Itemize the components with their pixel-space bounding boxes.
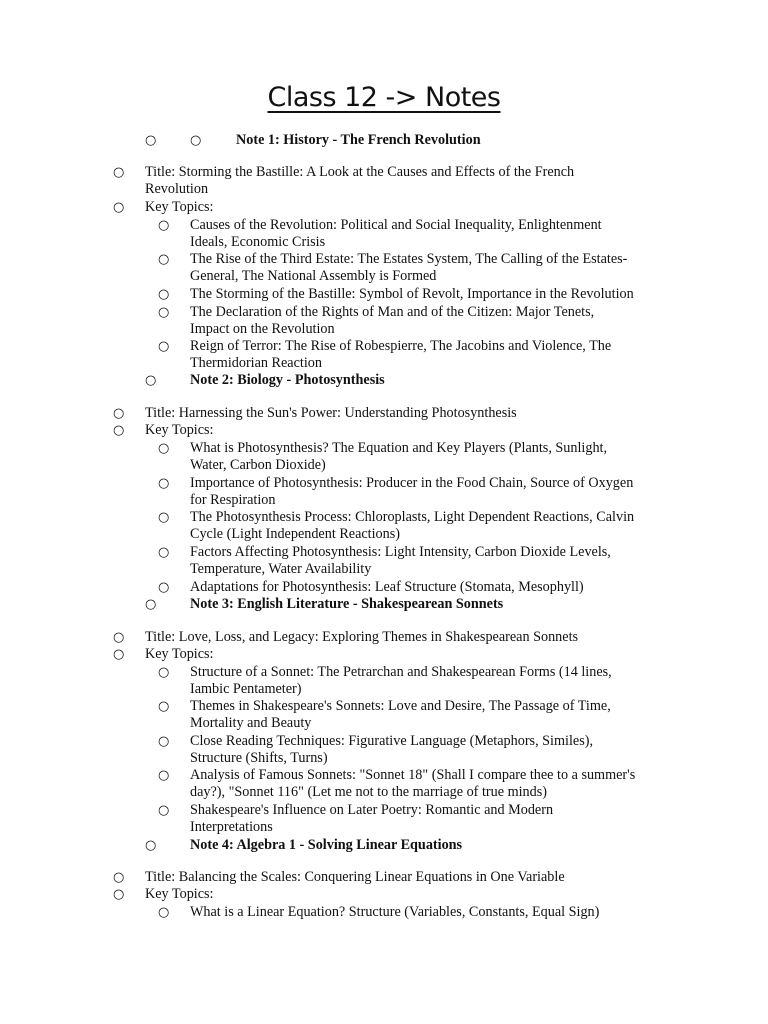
page-title: Class 12 -> Notes bbox=[267, 82, 501, 113]
bullet-icon: ○ bbox=[145, 838, 157, 853]
key-topics-label: Key Topics: bbox=[145, 646, 214, 662]
bullet-icon: ○ bbox=[158, 476, 170, 491]
note-title-line: Title: Love, Loss, and Legacy: Exploring Themes in Shakespearean Sonnets bbox=[145, 629, 579, 645]
bullet-icon: ○ bbox=[190, 133, 202, 148]
note-heading: Note 1: History - The French Revolution bbox=[236, 132, 481, 148]
topic-line: General, The National Assembly is Formed bbox=[190, 268, 437, 284]
topic-line: Structure (Shifts, Turns) bbox=[190, 750, 328, 766]
topic-line: The Rise of the Third Estate: The Estates System, The Calling of the Estates- bbox=[190, 251, 628, 267]
bullet-icon: ○ bbox=[158, 218, 170, 233]
note-heading: Note 2: Biology - Photosynthesis bbox=[190, 372, 385, 388]
topic-line: Analysis of Famous Sonnets: "Sonnet 18" (Shall I compare thee to a summer's bbox=[190, 767, 636, 783]
topic-line: Ideals, Economic Crisis bbox=[190, 234, 326, 250]
note-title-line: Title: Storming the Bastille: A Look at the Causes and Effects of the French bbox=[145, 164, 575, 180]
bullet-icon: ○ bbox=[145, 133, 157, 148]
topic-line: Cycle (Light Independent Reactions) bbox=[190, 526, 400, 542]
bullet-icon: ○ bbox=[113, 165, 125, 180]
bullet-icon: ○ bbox=[113, 406, 125, 421]
bullet-icon: ○ bbox=[158, 768, 170, 783]
note-title-line: Title: Balancing the Scales: Conquering Linear Equations in One Variable bbox=[145, 869, 565, 885]
bullet-icon: ○ bbox=[158, 580, 170, 595]
topic-line: Temperature, Water Availability bbox=[190, 561, 372, 577]
bullet-icon: ○ bbox=[158, 339, 170, 354]
bullet-icon: ○ bbox=[158, 287, 170, 302]
note-title-line: Revolution bbox=[145, 181, 209, 197]
bullet-icon: ○ bbox=[158, 803, 170, 818]
bullet-icon: ○ bbox=[158, 305, 170, 320]
topic-line: The Declaration of the Rights of Man and of the Citizen: Major Tenets, bbox=[190, 304, 595, 320]
bullet-icon: ○ bbox=[113, 887, 125, 902]
topic-line: Thermidorian Reaction bbox=[190, 355, 322, 371]
note-heading: Note 4: Algebra 1 - Solving Linear Equations bbox=[190, 837, 463, 853]
bullet-icon: ○ bbox=[113, 647, 125, 662]
topic-line: Interpretations bbox=[190, 819, 273, 835]
topic-line: Reign of Terror: The Rise of Robespierre, The Jacobins and Violence, The bbox=[190, 338, 612, 354]
topic-line: Structure of a Sonnet: The Petrarchan and Shakespearean Forms (14 lines, bbox=[190, 664, 612, 680]
topic-line: Adaptations for Photosynthesis: Leaf Structure (Stomata, Mesophyll) bbox=[190, 579, 584, 595]
topic-line: Themes in Shakespeare's Sonnets: Love and Desire, The Passage of Time, bbox=[190, 698, 611, 714]
key-topics-label: Key Topics: bbox=[145, 199, 214, 215]
topic-line: Iambic Pentameter) bbox=[190, 681, 302, 697]
bullet-icon: ○ bbox=[113, 200, 125, 215]
topic-line: Shakespeare's Influence on Later Poetry: Romantic and Modern bbox=[190, 802, 554, 818]
topic-line: The Storming of the Bastille: Symbol of Revolt, Importance in the Revolution bbox=[190, 286, 634, 302]
bullet-icon: ○ bbox=[145, 597, 157, 612]
topic-line: Factors Affecting Photosynthesis: Light Intensity, Carbon Dioxide Levels, bbox=[190, 544, 611, 560]
topic-line: Impact on the Revolution bbox=[190, 321, 335, 337]
topic-line: Importance of Photosynthesis: Producer in the Food Chain, Source of Oxygen bbox=[190, 475, 634, 491]
bullet-icon: ○ bbox=[158, 510, 170, 525]
topic-line: The Photosynthesis Process: Chloroplasts, Light Dependent Reactions, Calvin bbox=[190, 509, 635, 525]
bullet-icon: ○ bbox=[158, 545, 170, 560]
bullet-icon: ○ bbox=[158, 905, 170, 920]
note-heading: Note 3: English Literature - Shakespearean Sonnets bbox=[190, 596, 504, 612]
bullet-icon: ○ bbox=[145, 373, 157, 388]
topic-line: Mortality and Beauty bbox=[190, 715, 312, 731]
bullet-icon: ○ bbox=[113, 423, 125, 438]
key-topics-label: Key Topics: bbox=[145, 886, 214, 902]
note-title-line: Title: Harnessing the Sun's Power: Understanding Photosynthesis bbox=[145, 405, 517, 421]
topic-line: Water, Carbon Dioxide) bbox=[190, 457, 326, 473]
topic-line: What is a Linear Equation? Structure (Variables, Constants, Equal Sign) bbox=[190, 904, 600, 920]
topic-line: Causes of the Revolution: Political and Social Inequality, Enlightenment bbox=[190, 217, 602, 233]
bullet-icon: ○ bbox=[158, 699, 170, 714]
bullet-icon: ○ bbox=[158, 734, 170, 749]
bullet-icon: ○ bbox=[113, 870, 125, 885]
bullet-icon: ○ bbox=[158, 252, 170, 267]
topic-line: Close Reading Techniques: Figurative Language (Metaphors, Similes), bbox=[190, 733, 594, 749]
topic-line: day?), "Sonnet 116" (Let me not to the marriage of true minds) bbox=[190, 784, 547, 800]
bullet-icon: ○ bbox=[158, 441, 170, 456]
bullet-icon: ○ bbox=[158, 665, 170, 680]
key-topics-label: Key Topics: bbox=[145, 422, 214, 438]
bullet-icon: ○ bbox=[113, 630, 125, 645]
topic-line: What is Photosynthesis? The Equation and Key Players (Plants, Sunlight, bbox=[190, 440, 608, 456]
topic-line: for Respiration bbox=[190, 492, 276, 508]
